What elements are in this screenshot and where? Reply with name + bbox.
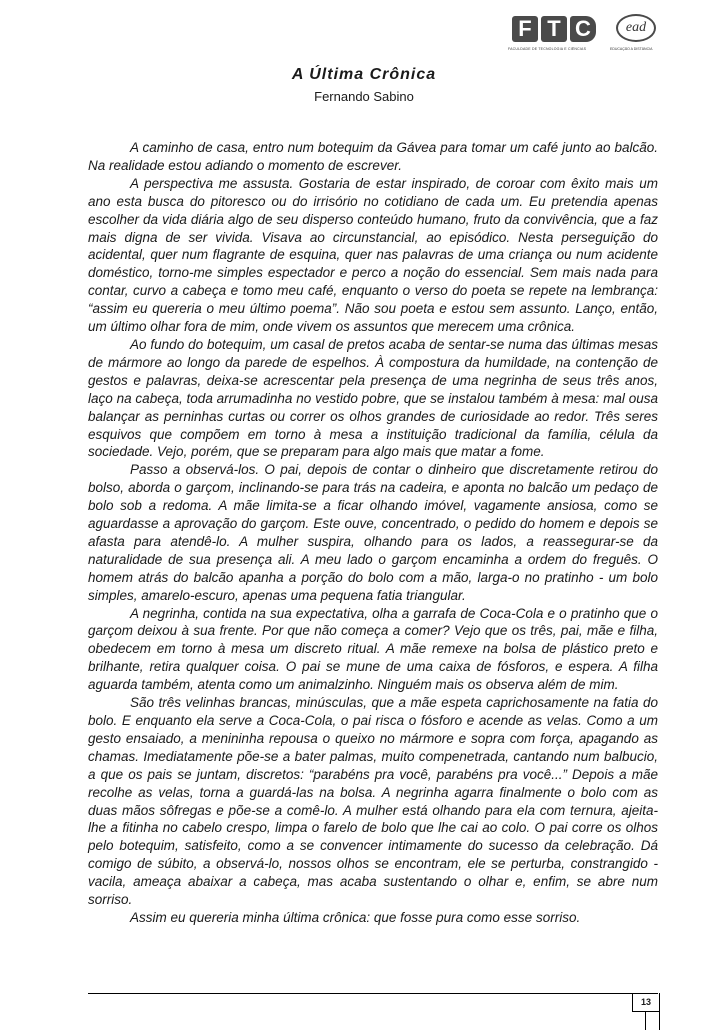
ead-logo <box>616 14 656 42</box>
logo-caption: FACULDADE DE TECNOLOGIA E CIÊNCIAS <box>508 47 587 51</box>
logo-letter-c: C <box>570 16 596 42</box>
footer-divider <box>88 993 658 994</box>
paragraph-7: Assim eu quereria minha última crônica: que fosse pura como esse sorriso. <box>130 909 581 925</box>
logo-letter-f: F <box>512 16 538 42</box>
ead-caption: EDUCAÇÃO A DISTÂNCIA <box>610 47 653 51</box>
logo-letter-t: T <box>541 16 567 42</box>
document-body <box>88 139 658 927</box>
page-number-tab <box>645 1011 660 1030</box>
document-title: A Última Crônica <box>291 66 437 83</box>
paragraph-2: A perspectiva me assusta. Gostaria de estar inspirado, de coroar com êxito mais um ano esta busca do pitoresco ou do irrisório no cotidiano de cada um. Eu pretendia apenas escolher da vida diária algo de seu disperso conteúdo humano, fruto da convivência, que a faz mais digna de ser vivida. Visava ao circunstancial, ao episódico. Nesta perseguição do acidental, quer num flagrante de esquina, quer nas palavras de uma criança ou num acidente doméstico, torno-me simples espectador e perco a noção do essencial. Sem mais nada para contar, curvo a cabeça e tomo meu café, enquanto o verso do poeta se repete na lembrança: “assim eu quereria o meu último poema”. Não sou poeta e estou sem assunto. Lanço, então, um último olhar fora de mim, onde vivem os assuntos que merecem uma crônica. <box>88 175 658 335</box>
paragraph-5: A negrinha, contida na sua expectativa, olha a garrafa de Coca-Cola e o pratinho que o garçom deixou à sua frente. Por que não começa a comer? Vejo que os três, pai, mãe e filha, obedecem em torno à mesa um discreto ritual. A mãe remexe na bolsa de plástico preto e brilhante, retira qualquer coisa. O pai se mune de uma caixa de fósforos, e espera. A filha aguarda também, atenta como um animalzinho. Ninguém mais os observa além de mim. <box>88 605 658 693</box>
page-number: 13 <box>632 993 660 1012</box>
paragraph-3: Ao fundo do botequim, um casal de pretos acaba de sentar-se numa das últimas mesas de mármore ao longo da parede de espelhos. À compostura da humildade, na contenção de gestos e palavras, deixa-se acrescentar pela presença de uma negrinha de seus três anos, laço na cabeça, toda arrumadinha no vestido pobre, que se instalou também à mesa: mal ousa balançar as perninhas curtas ou correr os olhos grandes de curiosidade ao redor. Três seres esquivos que compõem em torno à mesa a instituição tradicional da família, célula da sociedade. Vejo, porém, que se preparam para algo mais que matar a fome. <box>88 336 658 460</box>
institution-logo <box>506 14 696 60</box>
ead-label: ead <box>625 20 647 35</box>
paragraph-6: São três velinhas brancas, minúsculas, que a mãe espeta caprichosamente na fatia do bolo. E enquanto ela serve a Coca-Cola, o pai risca o fósforo e acende as velas. Como a um gesto ensaiado, a menininha repousa o queixo no mármore e sopra com força, apagando as chamas. Imediatamente põe-se a bater palmas, muito compenetrada, cantando num balbucio, a que os pais se juntam, discretos: “parabéns pra você, parabéns pra você...” Depois a mãe recolhe as velas, torna a guardá-las na bolsa. A negrinha agarra finalmente o bolo com as duas mãos sôfregas e põe-se a comê-lo. A mulher está olhando para ela com ternura, ajeita-lhe a fitinha no cabelo crespo, limpa o farelo de bolo que lhe cai ao colo. O pai corre os olhos pelo botequim, satisfeito, como a se convencer intimamente do sucesso da celebração. Dá comigo de súbito, a observá-lo, nossos olhos se encontram, ele se perturba, constrangido - vacila, ameaça abaixar a cabeça, mas acaba sustentando o olhar e, enfim, se abre num sorriso. <box>88 695 658 908</box>
paragraph-1: A caminho de casa, entro num botequim da Gávea para tomar um café junto ao balcão. Na realidade estou adiando o momento de escrever. <box>88 140 658 173</box>
paragraph-4: Passo a observá-los. O pai, depois de contar o dinheiro que discretamente retirou do bolso, aborda o garçom, inclinando-se para trás na cadeira, e aponta no balcão um pedaço de bolo sob a redoma. A mãe limita-se a ficar olhando imóvel, vagamente ansiosa, como se aguardasse a aprovação do garçom. Este ouve, concentrado, o pedido do homem e depois se afasta para atendê-lo. A mulher suspira, olhando para os lados, a reassegurar-se da naturalidade de sua presença ali. A meu lado o garçom encaminha a ordem do freguês. O homem atrás do balcão apanha a porção do bolo com a mão, larga-o no pratinho - um bolo simples, amarelo-escuro, apenas uma pequena fatia triangular. <box>88 462 658 603</box>
document-author: Fernando Sabino <box>314 89 414 104</box>
